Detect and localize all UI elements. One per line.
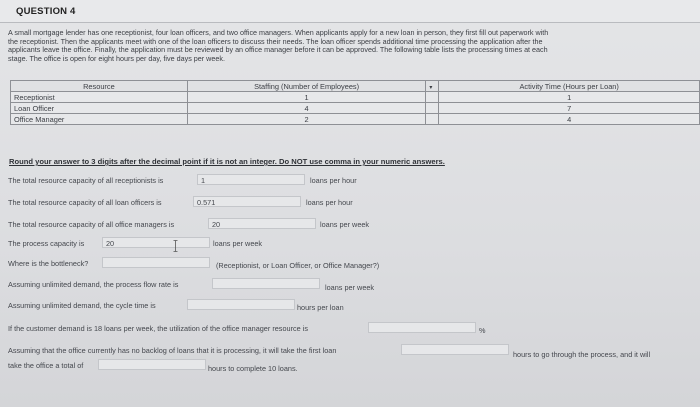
table-row xyxy=(11,92,700,103)
q10-answer-input[interactable] xyxy=(98,359,206,370)
cell-staffing: 2 xyxy=(187,114,426,125)
q8-answer-input[interactable] xyxy=(368,322,476,333)
q9-prompt: Assuming that the office currently has no backlog of loans that it is processing, it will take the first loan xyxy=(8,346,337,355)
cell-resource: Receptionist xyxy=(11,92,188,103)
header-activity-time: Activity Time (Hours per Loan) xyxy=(439,81,700,92)
q5-answer-input[interactable] xyxy=(102,257,210,268)
q1-answer-input[interactable]: 1 xyxy=(197,174,305,185)
q1-prompt: The total resource capacity of all receptionists is xyxy=(8,176,164,185)
q3-prompt: The total resource capacity of all office managers is xyxy=(8,220,175,229)
table-row xyxy=(11,103,700,114)
rounding-instructions: Round your answer to 3 digits after the decimal point if it is not an integer. Do NOT use comma in your numeric answers. xyxy=(9,157,445,166)
cell-time: 7 xyxy=(439,103,700,114)
cell-time: 1 xyxy=(439,92,700,103)
table-row xyxy=(11,114,700,125)
header-spacer: ▾ xyxy=(426,81,439,92)
q4-answer-input[interactable]: 20 xyxy=(102,237,210,248)
processing-table xyxy=(10,80,700,125)
question-header xyxy=(0,0,700,23)
q2-prompt: The total resource capacity of all loan officers is xyxy=(8,198,162,207)
q6-answer-input[interactable] xyxy=(212,278,320,289)
table-header-row xyxy=(11,81,700,92)
q8-prompt: If the customer demand is 18 loans per week, the utilization of the office manager resource is xyxy=(8,324,309,333)
q4-prompt: The process capacity is xyxy=(8,239,85,248)
intro-line: the receptionist. Then the applicants meet with one of the loan officers to discuss their needs. The loan officer spends additional time processing the application after the xyxy=(8,36,543,46)
text-cursor-icon xyxy=(173,240,178,252)
intro-line: A small mortgage lender has one receptionist, four loan officers, and two office managers. When applicants apply for a new loan in person, they first fill out paperwork with xyxy=(8,28,549,37)
q6-unit: loans per week xyxy=(325,283,375,292)
q7-prompt: Assuming unlimited demand, the cycle time is xyxy=(8,301,156,310)
q8-unit: % xyxy=(479,326,486,335)
q9-suffix: hours to go through the process, and it will xyxy=(513,350,651,359)
cell-resource: Loan Officer xyxy=(11,103,188,114)
cell-time: 4 xyxy=(439,114,700,125)
q7-answer-input[interactable] xyxy=(187,299,295,310)
q10-prompt: take the office a total of xyxy=(8,361,84,370)
q2-unit: loans per hour xyxy=(306,198,353,207)
q7-unit: hours per loan xyxy=(297,303,344,312)
q5-prompt: Where is the bottleneck? xyxy=(8,259,89,268)
intro-line: stage. The office is open for eight hours per day, five days per week. xyxy=(8,53,225,63)
q3-answer-input[interactable]: 20 xyxy=(208,218,316,229)
q10-unit: hours to complete 10 loans. xyxy=(208,364,298,373)
header-resource: Resource xyxy=(11,81,188,92)
q5-hint: (Receptionist, or Loan Officer, or Office Manager?) xyxy=(216,261,380,270)
q2-answer-input[interactable]: 0.571 xyxy=(193,196,301,207)
q6-prompt: Assuming unlimited demand, the process flow rate is xyxy=(8,280,179,289)
cell-staffing: 1 xyxy=(187,92,426,103)
intro-line: applicants leave the office. Finally, the application must be reviewed by an office manager before it can be approved. The following table lists the processing times at each xyxy=(8,45,548,55)
q3-unit: loans per week xyxy=(320,220,370,229)
cell-staffing: 4 xyxy=(187,103,426,114)
q4-unit: loans per week xyxy=(213,239,263,248)
question-intro xyxy=(8,29,696,63)
question-title: QUESTION 4 xyxy=(16,6,76,17)
header-staffing: Staffing (Number of Employees) xyxy=(187,81,426,92)
q9-answer-input[interactable] xyxy=(401,344,509,355)
q1-unit: loans per hour xyxy=(310,176,357,185)
cell-resource: Office Manager xyxy=(11,114,188,125)
